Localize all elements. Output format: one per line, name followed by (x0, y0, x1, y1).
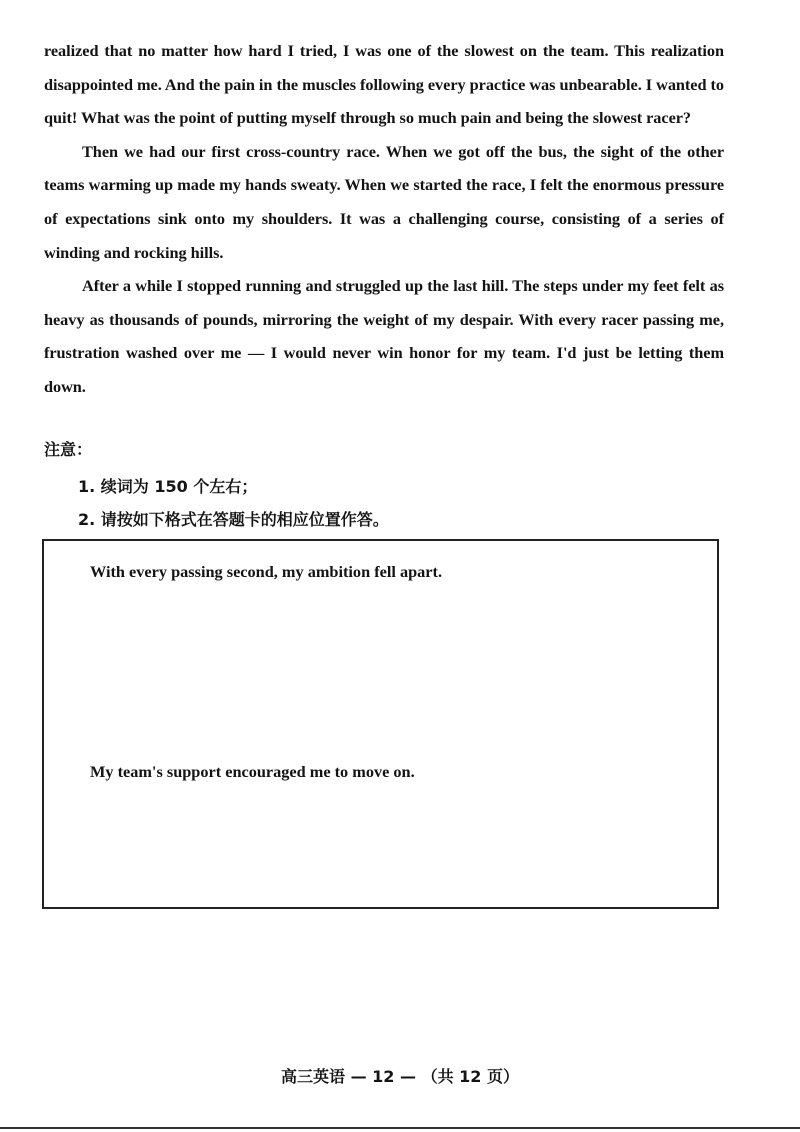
note-item-format: 2. 请按如下格式在答题卡的相应位置作答。 (78, 510, 389, 529)
answer-prompt-first-paragraph: With every passing second, my ambition fell apart. (90, 562, 443, 581)
notes-title: 注意： (44, 440, 93, 459)
page-footer: 高三英语 — 12 — （共 12 页） (281, 1067, 519, 1086)
passage-paragraph-2: Then we had our first cross-country race. When we got off the bus, the sight of the other teams warming up made my hands sweaty. When we started the race, I felt the enormous pressure of expectations sink onto my shoulders. It was a challenging course, consisting of a series of winding and rocking hills. (44, 141, 724, 262)
reading-passage (44, 34, 724, 404)
answer-prompt-second-paragraph: My team's support encouraged me to move on. (90, 762, 415, 781)
bottom-divider (0, 1127, 800, 1129)
answer-box (42, 539, 719, 909)
passage-paragraph-1: realized that no matter how hard I tried, I was one of the slowest on the team. This realization disappointed me. And the pain in the muscles following every practice was unbearable. I wanted to quit! What was the point of putting myself through so much pain and being the slowest racer? (44, 41, 724, 128)
passage-paragraph-3: After a while I stopped running and struggled up the last hill. The steps under my feet felt as heavy as thousands of pounds, mirroring the weight of my despair. With every racer passing me, frustration washed over me — I would never win honor for my team. I'd just be letting them down. (44, 276, 724, 396)
note-item-word-count: 1. 续词为 150 个左右； (78, 477, 258, 496)
